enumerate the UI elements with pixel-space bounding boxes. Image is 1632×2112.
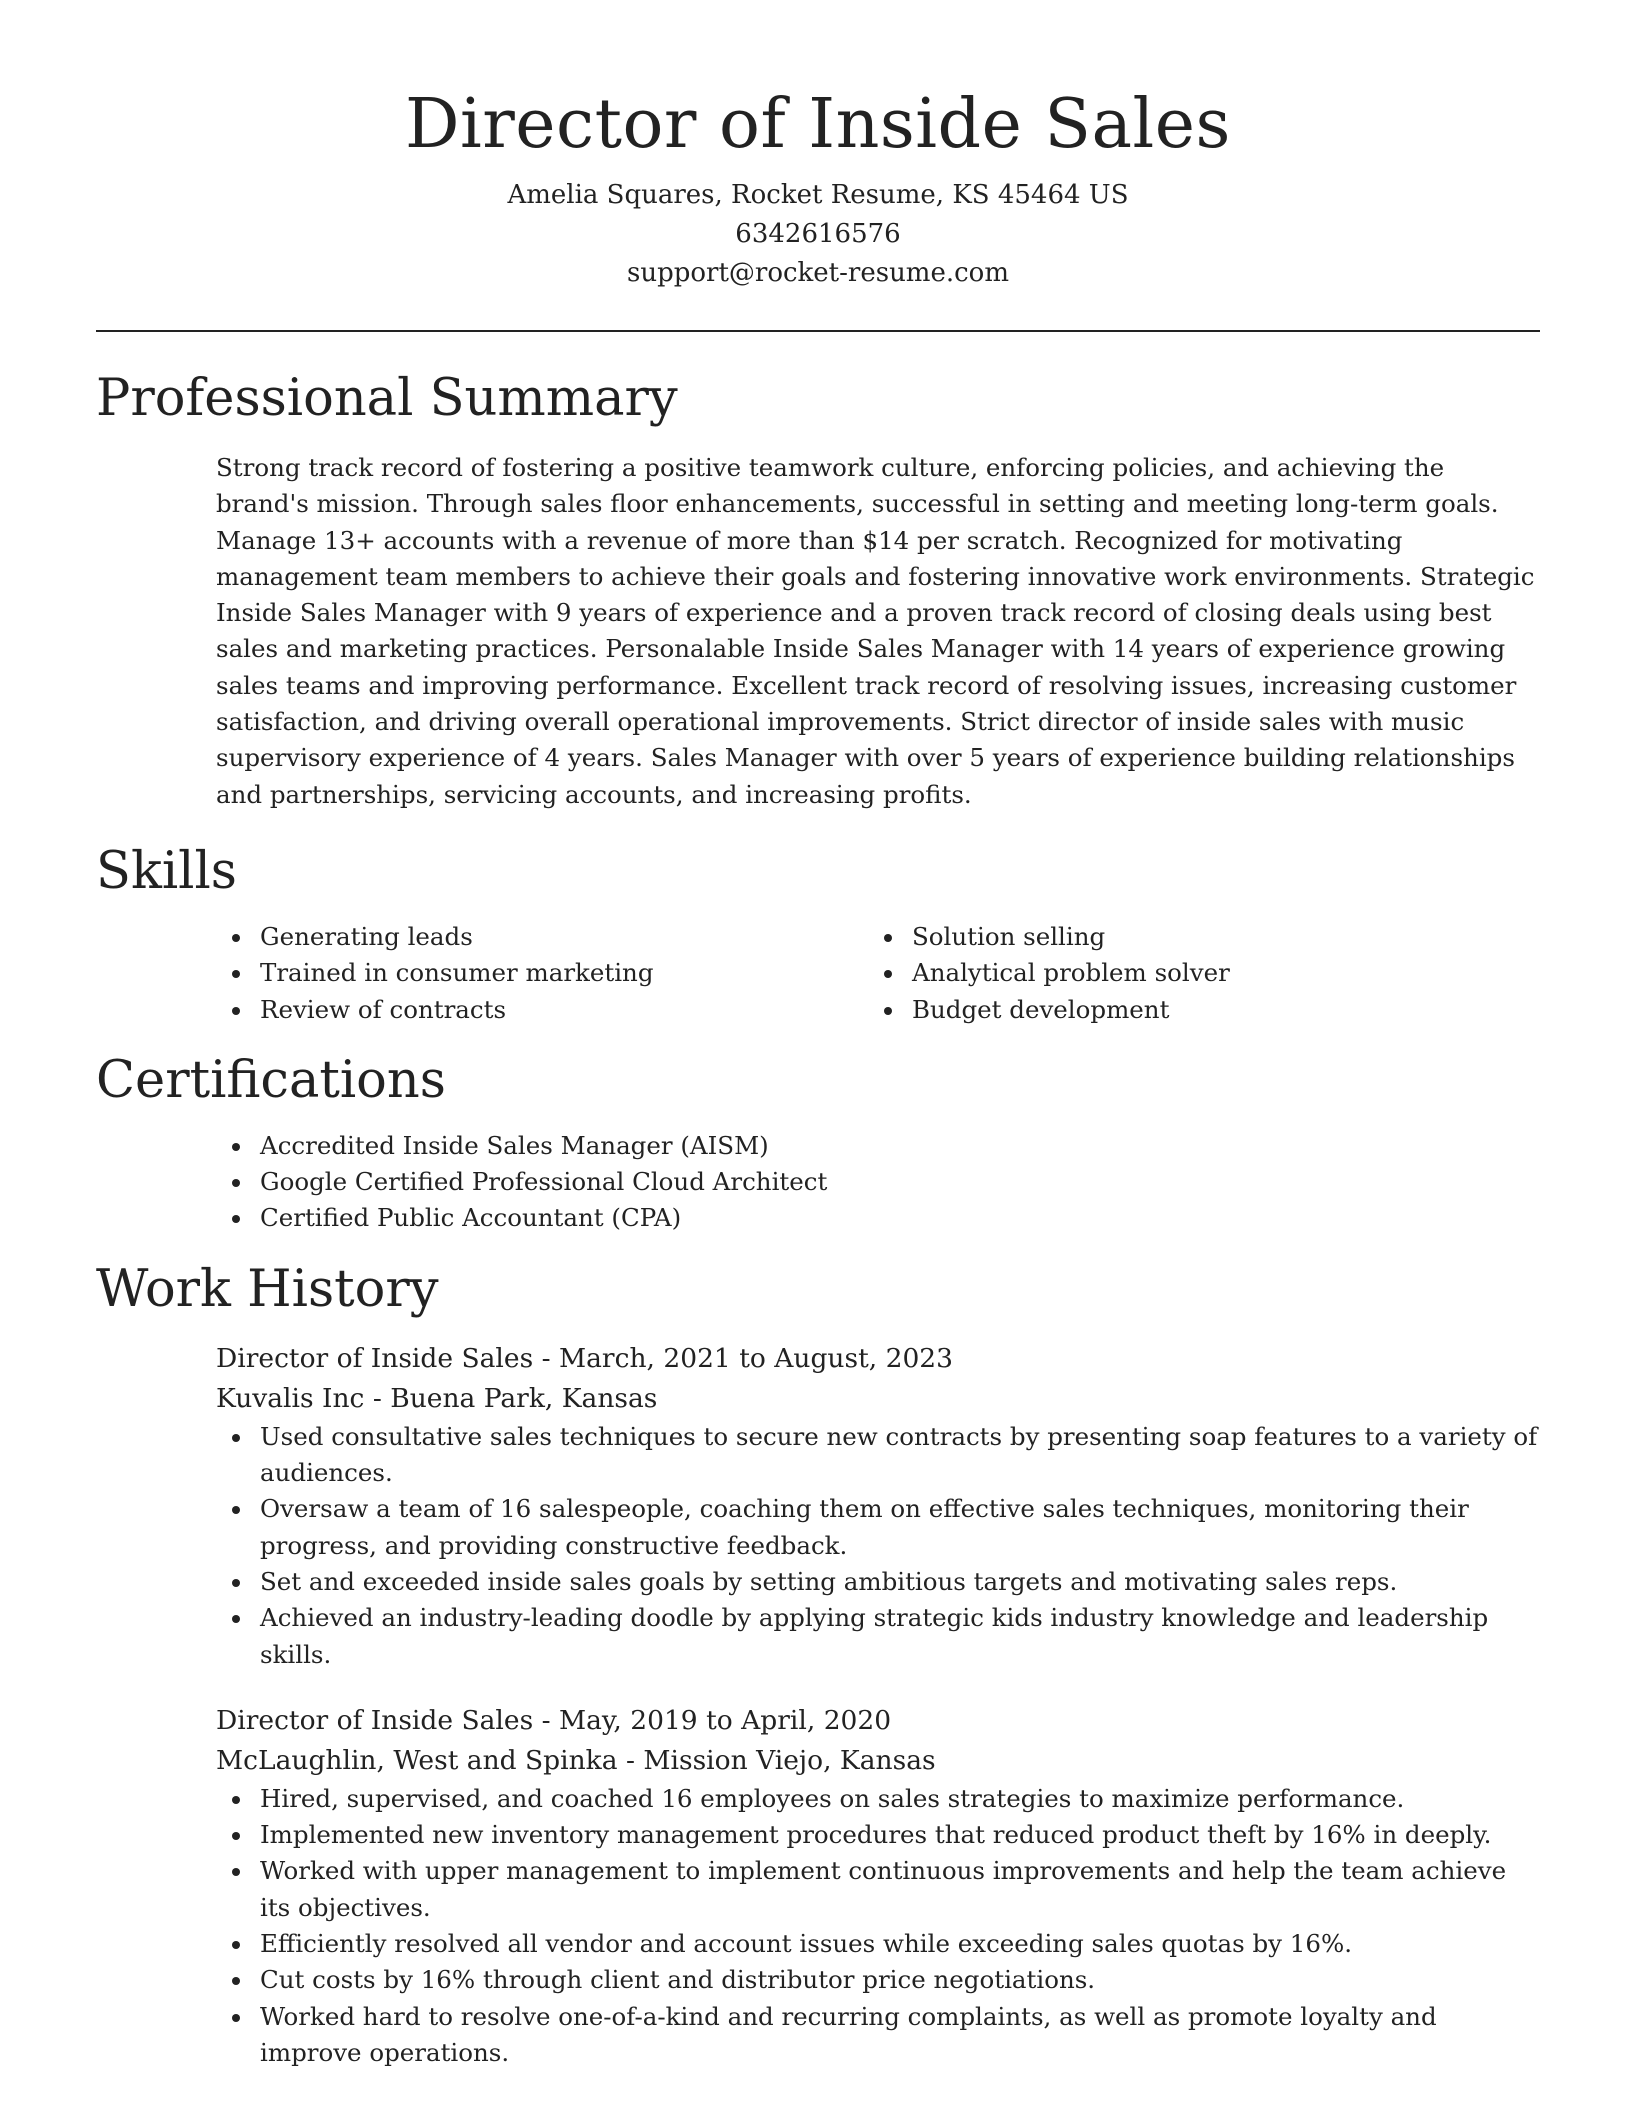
job-title-line: Director of Inside Sales - March, 2021 to August, 2023 — [216, 1342, 954, 1374]
job-dates: March, 2021 to August, 2023 — [559, 1342, 954, 1374]
resume-header — [96, 0, 1540, 293]
skills-column-left — [216, 919, 868, 1028]
job-responsibilities — [216, 1419, 1538, 1673]
skill-item: Solution selling — [868, 919, 1520, 955]
job-entry — [216, 1339, 1540, 1673]
skill-item: Review of contracts — [216, 992, 868, 1028]
job-title-line: Director of Inside Sales - May, 2019 to April, 2020 — [216, 1704, 892, 1736]
job-entry — [216, 1701, 1540, 2071]
header-divider — [96, 330, 1540, 332]
job-bullet: Used consultative sales techniques to secure new contracts by presenting soap features to a variety of audiences. — [216, 1419, 1538, 1492]
skills-heading: Skills — [96, 841, 237, 901]
certifications-list — [216, 1128, 1540, 1237]
resume-page — [96, 0, 1540, 2071]
summary-heading: Professional Summary — [96, 369, 678, 428]
job-company-line: McLaughlin, West and Spinka - Mission Viejo, Kansas — [216, 1744, 936, 1776]
job-bullet: Implemented new inventory management procedures that reduced product theft by 16% in deeply. — [216, 1817, 1538, 1853]
resume-title: Director of Inside Sales — [405, 85, 1231, 164]
job-title: Director of Inside Sales — [216, 1704, 534, 1736]
job-dates: May, 2019 to April, 2020 — [559, 1704, 892, 1736]
work-history-heading: Work History — [96, 1259, 439, 1319]
certification-item: Accredited Inside Sales Manager (AISM) — [216, 1128, 1540, 1164]
skill-item: Analytical problem solver — [868, 955, 1520, 991]
skill-item: Generating leads — [216, 919, 868, 955]
skills-grid — [216, 919, 1540, 1028]
contact-phone: 6342616576 — [735, 219, 901, 249]
skill-item: Budget development — [868, 992, 1520, 1028]
contact-email: support@rocket-resume.com — [626, 258, 1009, 288]
job-bullet: Achieved an industry-leading doodle by applying strategic kids industry knowledge and leadership skills. — [216, 1600, 1538, 1673]
summary-text: Strong track record of fostering a positive teamwork culture, enforcing policies, and achieving the brand's mission. Through sales floor enhancements, successful in setting and meeting long-term goals. Manage 13+ accounts with a revenue of more than $14 per scratch. Recognized for motivating management team members to achieve their goals and fostering innovative work environments. Strategic Inside Sales Manager with 9 years of experience and a proven track record of closing deals using best sales and marketing practices. Personalable Inside Sales Manager with 14 years of experience growing sales teams and improving performance. Excellent track record of resolving issues, increasing customer satisfaction, and driving overall operational improvements. Strict director of inside sales with music supervisory experience of 4 years. Sales Manager with over 5 years of experience building relationships and partnerships, servicing accounts, and increasing profits. — [216, 453, 1535, 809]
skill-item: Trained in consumer marketing — [216, 955, 868, 991]
job-bullet: Hired, supervised, and coached 16 employees on sales strategies to maximize performance. — [216, 1781, 1538, 1817]
job-bullet: Efficiently resolved all vendor and account issues while exceeding sales quotas by 16%. — [216, 1926, 1538, 1962]
job-bullet: Worked with upper management to implement continuous improvements and help the team achieve its objectives. — [216, 1853, 1538, 1926]
contact-info — [96, 176, 1540, 293]
certifications-heading: Certifications — [96, 1050, 446, 1110]
job-company-line: Kuvalis Inc - Buena Park, Kansas — [216, 1382, 658, 1414]
job-bullet: Set and exceeded inside sales goals by setting ambitious targets and motivating sales reps. — [216, 1564, 1538, 1600]
job-title: Director of Inside Sales — [216, 1342, 534, 1374]
job-company: McLaughlin, West and Spinka — [216, 1744, 618, 1776]
job-location: Mission Viejo, Kansas — [643, 1744, 936, 1776]
certification-item: Google Certified Professional Cloud Architect — [216, 1164, 1540, 1200]
job-company: Kuvalis Inc — [216, 1382, 365, 1414]
job-bullet: Oversaw a team of 16 salespeople, coaching them on effective sales techniques, monitoring their progress, and providing constructive feedback. — [216, 1491, 1538, 1564]
contact-address: Amelia Squares, Rocket Resume, KS 45464 US — [507, 180, 1129, 210]
job-bullet: Cut costs by 16% through client and distributor price negotiations. — [216, 1962, 1538, 1998]
skills-column-right — [868, 919, 1520, 1028]
job-bullet: Worked hard to resolve one-of-a-kind and recurring complaints, as well as promote loyalty and improve operations. — [216, 1999, 1538, 2072]
certification-item: Certified Public Accountant (CPA) — [216, 1200, 1540, 1236]
job-responsibilities — [216, 1781, 1538, 2071]
job-location: Buena Park, Kansas — [390, 1382, 658, 1414]
